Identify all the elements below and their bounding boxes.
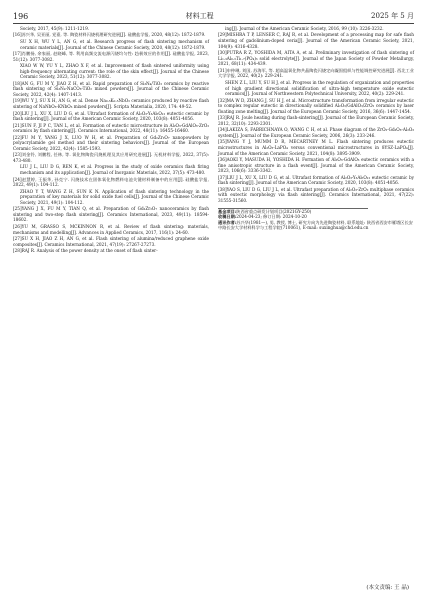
reference-number: [33]: [218, 115, 227, 121]
reference-text: AN G, FU M Y, JIAO Z H, et al. Rapid preparation of Si₃N₄/TiO₂ ceramics by reactive flash sintering of Si₃N₄-NaCO₃-TiO₂ mixed powders[J]. Journal of the Chinese Ceramic Society, 2022, 42(4): 1407-1413.: [13, 80, 209, 97]
reference-text: Society, 2017, 45(9): 1211-1219.: [20, 26, 90, 31]
reference-number: [26]: [13, 223, 22, 229]
footnote-label: 通讯作者:: [218, 219, 237, 225]
reference-text: ing[J]. Journal of the American Ceramic Society, 2016, 99 (10): 3226-3232.: [225, 26, 384, 31]
reference-entry: [218, 127, 414, 138]
reference-number: [32]: [218, 97, 227, 103]
reference-entry: [13, 51, 209, 62]
editor-note: (本文责编: 王 晶): [366, 585, 409, 591]
reference-text: PUTRA R Z, YOSHIDA M, AITA A, et al. Preliminary investigation of flash sintering of Li₁.₃Al₀.₃Ti₁.₇(PO₄)₃ solid electrolyte[J]. Journal of the Japan Society of Powder Metallurgy, 2021, 68(11): 434-439.: [218, 50, 414, 67]
reference-text: LIU J L, LIU D G, REN K, et al. Progress in the study of oxide ceramics flash firing mechanism and its application[J]. Journal of Inorganic Materials, 2022, 37(5): 473-480.: [20, 164, 209, 176]
reference-number: [16]: [13, 32, 22, 38]
footnote-text: 2024-04-23; 修订日期: 2024-10-20: [236, 214, 307, 220]
reference-number: [38]: [218, 186, 227, 192]
reference-number: [36]: [218, 157, 227, 163]
reference-number: [31]: [218, 67, 227, 73]
reference-text: LAKIZA S, FABRICHNAYA O, WANG C H, et al. Phase diagram of the ZrO₂-Gd₂O₃-Al₂O₃ system[J]. Journal of the European Ceramic Society, 2006, 26(3): 233-246.: [218, 127, 414, 138]
footnote-text: 苏兴华(1981—), 男, 教授, 博士, 研究方向为先进陶瓷材料, 联系地址: 陕西省西安市雁塔区长安中路长安大学材料科学与工程学院(710061), E-mail: suxinghua@chd.edu.cn: [218, 219, 413, 231]
reference-number: [30]: [218, 50, 227, 56]
footnote-text: 陕西省重点研发计划项目(2021GY-250): [236, 208, 312, 214]
reference-entry: [13, 236, 209, 247]
reference-text: YANG Y J, MUMM D R, MECARTNEY M L. Flash sintering produces eutectic microstructures in Al₂O₃-LaPO₄ versus conventional microstructures in 8YSZ-LaPO₄[J]. Journal of the American Ceramic Society, 2021, 104(8): 3895-3909.: [218, 139, 414, 156]
reference-number: [23]: [13, 152, 22, 158]
reference-entry: [218, 187, 414, 204]
reference-entry: [13, 81, 209, 98]
reference-text: SHEN Z L, LIU Y, SU H J, et al. Progress in the regulation of organization and properties of high gradient directional solidification of ultra-high temperature oxide eutectic ceramics[J]. Journal of Northwestern Polytechnical University, 2022, 40(2): 229-241.: [225, 79, 414, 97]
reference-text: RAJ R. Joule heating during flash-sintering[J]. Journal of the European Ceramic Society, 2012, 32(10): 2293-2301.: [218, 115, 414, 126]
reference-columns: [13, 26, 414, 255]
reference-text: SUN F, JI P C, TAN L, et al. Formation of eutectic microstructure in Al₂O₃-GdAlO₃-ZrO₂ ceramics by flash sintering[J]. Ceramics International, 2022, 48(11): 16455-16460.: [13, 122, 209, 134]
reference-text: LIU J L, XU X, LIU D G, et al. Ultrafast formation of Al₂O₃-Y₃Al₅O₁₂ eutectic ceramic by flash sintering[J]. Journal of the American Ceramic Society, 2020, 103(8): 4051-4056.: [218, 174, 414, 186]
reference-text: WU Y J, SU X H, AN G, et al. Dense Na₀.₅K₀.₅NbO₃ ceramics produced by reactive flash sintering of NaNbO₃-KNbO₃ mixed powders[J]. Scripta Materialia, 2020, 174: 49-52.: [13, 98, 209, 110]
page-header: [13, 9, 414, 24]
right-reference-list: [218, 26, 414, 204]
reference-entry: [13, 111, 209, 122]
reference-number: [37]: [218, 174, 227, 180]
reference-text: XIAO W W, YU Y L, ZHAO X F, et al. Improvement of flash sintered uniformity using high-frequency alternating current: the role of the skin effect[J]. Journal of the Chinese Ceramic Society, 2023, 51(12): 3077-3082.: [20, 63, 209, 80]
reference-text: YANG J X, FU M Y, TIAN Q, et al. Preparation of Gd₂Zr₂O₇ nanoceramics by flash sintering and two-step flash sintering[J]. Ceramics International, 2023, 49(11): 18594-18602.: [13, 206, 209, 223]
reference-text: 申仲琳, 刘国, 苏海军, 等. 超高温氧化物共晶陶瓷闪烧定向凝固组织与性能调控研究进展[J]. 西北工业大学学报, 2022, 40(2): 229-241.: [218, 67, 414, 79]
reference-text: 苏兴华, 吴亚丽, 党嘉, 等. 陶瓷材料闪烧机理研究进展[J]. 硅酸盐学报, 2020, 48(12): 1872-1879.: [21, 32, 206, 38]
reference-number: [21]: [13, 122, 22, 128]
footnotes: [218, 208, 413, 231]
reference-text: 刘金铃, 刘鹏程, 任林, 等. 氧化物陶瓷闪烧机理及其应用研究进展[J]. 无机材料学报, 2022, 37(5): 473-480.: [13, 152, 209, 163]
reference-entry: [13, 189, 209, 206]
reference-text: FU M Y, YANG J X, LUO W H, et al. Preparation of Gd₂Zr₂O₇ nanopowders by polyacrylamide gel method and their sintering behaviors[J]. Journal of the European Ceramic Society, 2022, 42(4): 1585-1593.: [13, 134, 209, 151]
footnote-label: 收稿日期:: [218, 214, 237, 220]
reference-text: ZHAO Y T, WANG Z H, SUN K N. Application of flash sintering technology in the preparation of key materials for solid oxide fuel cells[J]. Journal of the Chinese Ceramic Society, 2021, 49(1): 104-112.: [20, 188, 209, 205]
reference-entry: [13, 177, 209, 188]
reference-text: MISHRA T P, LENSER C, RAJ R, et al. Development of a processing map for safe flash sintering of gadolinium-doped ceria[J]. Journal of the American Ceramic Society, 2021, 104(9): 4316-4328.: [218, 32, 414, 49]
reference-text: YU M, GRASSO S, MCKINNON R, et al. Review of flash sintering: materials, mechanisms and modelling[J]. Advances in Applied Ceramics, 2017, 116(1): 24-60.: [13, 223, 209, 235]
reference-number: [19]: [13, 98, 22, 104]
reference-entry: [218, 26, 414, 32]
footnote-label: 基金项目:: [218, 208, 237, 214]
reference-number: [22]: [13, 134, 22, 140]
reference-number: [24]: [13, 176, 22, 182]
reference-text: LIU J L, XU X, LIU D G, et al. Ultrafast formation of Al₂O₃-Y₃Al₅O₁₂ eutectic ceramic by flash sintering[J]. Journal of the American Ceramic Society, 2020, 103(8): 4051-4056.: [13, 110, 209, 122]
reference-entry: [13, 224, 209, 235]
reference-entry: [13, 164, 209, 175]
reference-number: [27]: [13, 236, 22, 242]
reference-entry: [218, 50, 414, 67]
reference-number: [28]: [13, 248, 22, 254]
issue-date: 2025 年 5 月: [371, 12, 414, 20]
reference-entry: [13, 26, 209, 32]
reference-entry: [218, 68, 414, 79]
reference-entry: [13, 32, 209, 38]
reference-entry: [218, 98, 414, 115]
reference-entry: [13, 248, 209, 254]
reference-entry: [13, 39, 209, 50]
left-column: [13, 26, 209, 255]
reference-number: [34]: [218, 127, 227, 133]
reference-entry: [218, 115, 414, 126]
reference-text: 赵慧婷, 王振华, 孙克宁. 闪烧技术在固体氧化物燃料电池关键材料制备中的应用[J]. 硅酸盐学报, 2022, 49(1): 104-112.: [13, 176, 209, 188]
reference-text: AOKI Y, MASUDA H, YOSHIDA H. Formation of Al₂O₃-GdAlO₃ eutectic ceramics with a fine anisotropic structure in a flash event[J]. Journal of the American Ceramic Society, 2023, 106(6): 3336-3342.: [218, 157, 414, 174]
reference-entry: [13, 206, 209, 223]
reference-number: [18]: [13, 80, 22, 86]
reference-number: [35]: [218, 139, 227, 145]
reference-text: MA W D, ZHANG J, SU H J, et al. Microstructure transformation from irregular eutectic to complex regular eutectic in directionally solidified Al₂O₃/GdAlO₃/ZrO₂ ceramics by laser floating zone melting[J]. Journal of the European Ceramic Society, 2016, 36(6): 1447-1454.: [218, 97, 414, 114]
reference-number: [20]: [13, 110, 22, 116]
reference-text: SU X H, WU Y L, AN G, et al. Research progress of flash sintering mechanism of ceramic materials[J]. Journal of the Chinese Ceramic Society, 2020, 48(12): 1872-1879.: [20, 38, 209, 50]
reference-entry: [218, 175, 414, 186]
reference-text: YAO S, LIU D G, LIU J L, et al. Ultrafast preparation of Al₂O₃-ZrO₂ multiphase ceramics with eutectic morphology via flash sintering[J]. Ceramics International, 2021, 47(22): 31555-31560.: [218, 186, 414, 204]
reference-entry: [218, 80, 414, 97]
reference-entry: [13, 152, 209, 163]
footnote: [218, 220, 414, 231]
reference-entry: [13, 63, 209, 80]
reference-number: [29]: [218, 32, 227, 38]
reference-number: [25]: [13, 206, 22, 212]
reference-text: RAJ R. Analysis of the power density at the onset of flash sinter-: [21, 248, 158, 254]
reference-entry: [218, 139, 414, 156]
right-column: [218, 26, 414, 255]
reference-entry: [218, 32, 414, 49]
reference-entry: [13, 135, 209, 152]
reference-entry: [13, 98, 209, 109]
journal-title: 材料工程: [185, 12, 214, 20]
reference-entry: [218, 157, 414, 174]
reference-entry: [13, 123, 209, 134]
reference-text: SU X H, JIAO Z H, AN G, et al. Flash sintering of alumina/reduced graphene oxide composites[J]. Ceramics International, 2021, 47(19): 27267-27273.: [13, 236, 209, 247]
page-number: 196: [13, 11, 29, 21]
reference-number: [17]: [13, 51, 22, 57]
reference-text: 肖鹏扬, 余家丽, 赵晓峰, 等. 利用高频交流电源闪烧均匀性: 趋极效应的作用[J]. 硅酸盐学报, 2023, 51(12): 3077-3082.: [13, 51, 209, 62]
